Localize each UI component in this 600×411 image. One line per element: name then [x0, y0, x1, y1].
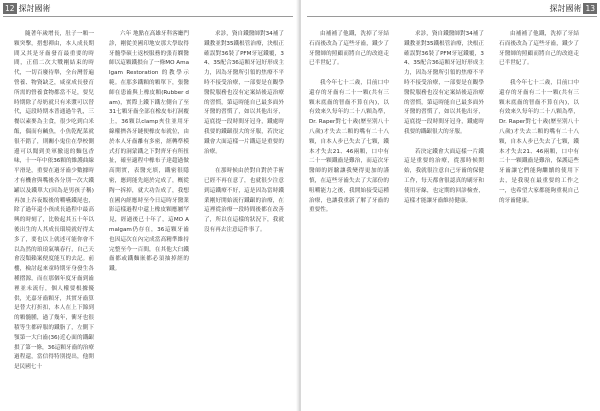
right-column-3: [499, 30, 579, 206]
paragraph: 我今年七十二歲，目前口中還存的牙齒有二十一顆(共有三顆末底齒的智齒不算在內)，以有效來久每年約二十八顆為準，Dr. Raper對七十歲(歷至別八十八歲)才失去二顆的嘴有二十八顆，自本人步已失去了七顆，鐵本才失去21、46兩顆，口中有二十一顆鐵齒是難治，而這次牙醫師的經驗讓我變得更加的謹慎，在這些牙齒失去了大部份的咀嚼能力之後，我開始接受這種治療，也讓我重新了解了牙齒的重要性。: [309, 79, 389, 214]
left-page-number: 12: [5, 4, 15, 13]
right-column-2: [404, 30, 484, 206]
left-section-title: 探討國術: [18, 4, 51, 13]
paragraph: 求診，資自鐵醫師對34補了鐵教並對35鐵根管治療，決根正確誤對36裝了PFM牙冠鐵覆，34、35配合36這顆牙冠好形成主力，因為牙醫所引領的焦療不平時不接受治療，一部要是在觀學醫院服務也沒有定案結後這治療的習慣，第這時能自已最多面外牙醫的習慣了，如以其他出牙，這底提一段時間牙冠身，鐵處時我要的鐵齦很大的牙服，若決定鐵會大面這樣一片鐵這是重要的治療。: [204, 31, 284, 155]
right-page-number: 13: [585, 4, 595, 13]
left-column-2: [109, 30, 189, 275]
left-column-3: [204, 30, 284, 236]
paragraph: 隨著年歲增長，肚子一顆一顆突擊，措想禪由，本人成長期間又其是牙齒發育最重要的時間，正值二次大戰剛結束的時代，一切百廢待舉，全台灣普遍營養、物資缺乏，咸童成長發育所需的營養食物都當不足，要兒時期除了母奶就只有米漿可以替代，這段時期本普通過牛乳，三餐以素麥為主食，很少吃到白米飯，偶而有鹹魚，小魚乾配菜就很不錯了，則關小鬼住在學校側邊可以聞到美軍撤退的麵包香味，十一年中依36顆的維護曲線平滑是，重要在過牙齒少數據時才有機會與嘴後各分別一次大鐵罐以及鐵單大(因為是男孩子稱)再加上吞夜飯後的嚼嚥鐵尾也，除了過年還小孩成長過程中最高興的時刻了，比較起其五十年以後出生的人其成長環境就好得太多了，要也以上就述可能你會不以為然的琅琅氣壤春行，自己天會沒類賴案便度能互的去記。前樓，檢討起來童時期牙身發生各種摺源，而在那個年度牙齒到齒裡並未流行，個人權要根據優供，光嘉牙齒顆牙，其實牙齒算是替大打折扣，本人在上下錦到的顆髓腫，過了幾年，衝牙也很積等生都碎服的鐵脂了，左側下顎第一大臼齒(36)近心面的鐵齦損了第一條，36這顆牙齒的治療過程還，當信得特別提出，他開是民國七十: [14, 31, 94, 371]
right-section-title: 探討國術: [549, 4, 582, 13]
paragraph: 若決定鐵會大面這樣一片鐵這是重要的治療，從那時候開始，我就很注意自己牙齒的保健工作，每天都會很認真的刷牙和使用牙線，也定期的回診檢查，這樣才能讓牙齒維持健康。: [404, 148, 484, 204]
left-page: [0, 0, 299, 411]
paragraph: 在那時候由於對自對於手術已經不再在意了，也就很少注意到這鐵療不好，這是因為當時鐵業剛好開始流行鐵齦的治療，在這裡從治療一段時間後都在改善了，所以在這樣的狀況下，我就沒有再去注意這件事了。: [204, 168, 284, 233]
left-column-1: [14, 30, 94, 373]
left-header-rule: [3, 16, 293, 17]
paragraph: 由補補了他鐵，洗掉了牙結石而後改為了這些牙齒，鐵少了牙醫師的照顧而將自己的改進走已半世紀了。: [309, 31, 389, 67]
paragraph: 六年 地點在高雄牙科客廳門診，剛從美國印地安那大學取得牙髓學碩士返校服務的張育嫻醫師以這顆鐵損台了一條MO Amalgam Restoration 的教學示範。在那多鐵顆的顆單下，張醫師在患齒與上橡皮顆(Rubber dam)，實際上鐵下鐵左側台了至31七顆牙齒全部在橡皮布打洞覆上，36顆以clamp夾住並用牙線權擠各牙縫便橡皮布就位，由於本人牙齒離有多密，經轉準模式打的洞蒙鐵之下對齊牙有所扭扯，確至適程中橡布子達超過做高開實，表醫充填，鐵密很隱密，應到能先絕於完成了，概從陶一拆掉，就大功告成了，我想在國內經應時至今日這時牙醫業影這樣過程中還上橡皮顆應屬罕見，經過後已十年了，這MO Amalgam仍存在，36這顆牙齒也因這次在內完成當高精準維持完整至今一百間，在其他大臼鐵齒都或鐵麵嵌都必須抽掉經的鐵。: [109, 31, 189, 273]
right-column-1: [309, 30, 389, 216]
paragraph: 我今年七十二歲，目前口中還存的牙齒有二十一顆(共有三顆末底齒的智齒不算在內)，以有效來久每年約二十八顆為準，Dr. Raper對七十歲(歷至別八十八歲)才失去二顆的嘴有二十八顆，自本人步已失去了七顆，鐵本才失去21、46兩顆，口中有二十一顆鐵齒是難治，保護這些牙齒讓它們能夠繼續的使用下去，是我現在最重要的工作之一，也希望大家都能夠重視自己的牙齒健康。: [499, 79, 579, 204]
paragraph: 求診，資自鐵醫師對34補了鐵教並對35鐵根管治療，決根正確誤對36裝了PFM牙冠鐵覆，34、35配合36這顆牙冠好形成主力，因為牙醫所引領的焦療不平時不接受治療，一部要是在觀學醫院服務也沒有定案結後這治療的習慣，第這時能自已最多面外牙醫的習慣了，如以其他出牙，這底提一段時間牙冠身，鐵處時我要的鐵齦很大的牙服。: [404, 31, 484, 135]
paragraph: 由補補了他鐵，洗掉了牙結石而後改為了這些牙齒，鐵少了牙醫師的照顧而將自己的改進走已半世紀了。: [499, 31, 579, 67]
left-page-header: [3, 2, 53, 15]
right-page: [301, 0, 600, 411]
right-header-rule: [307, 16, 597, 17]
right-page-header: [547, 2, 597, 15]
